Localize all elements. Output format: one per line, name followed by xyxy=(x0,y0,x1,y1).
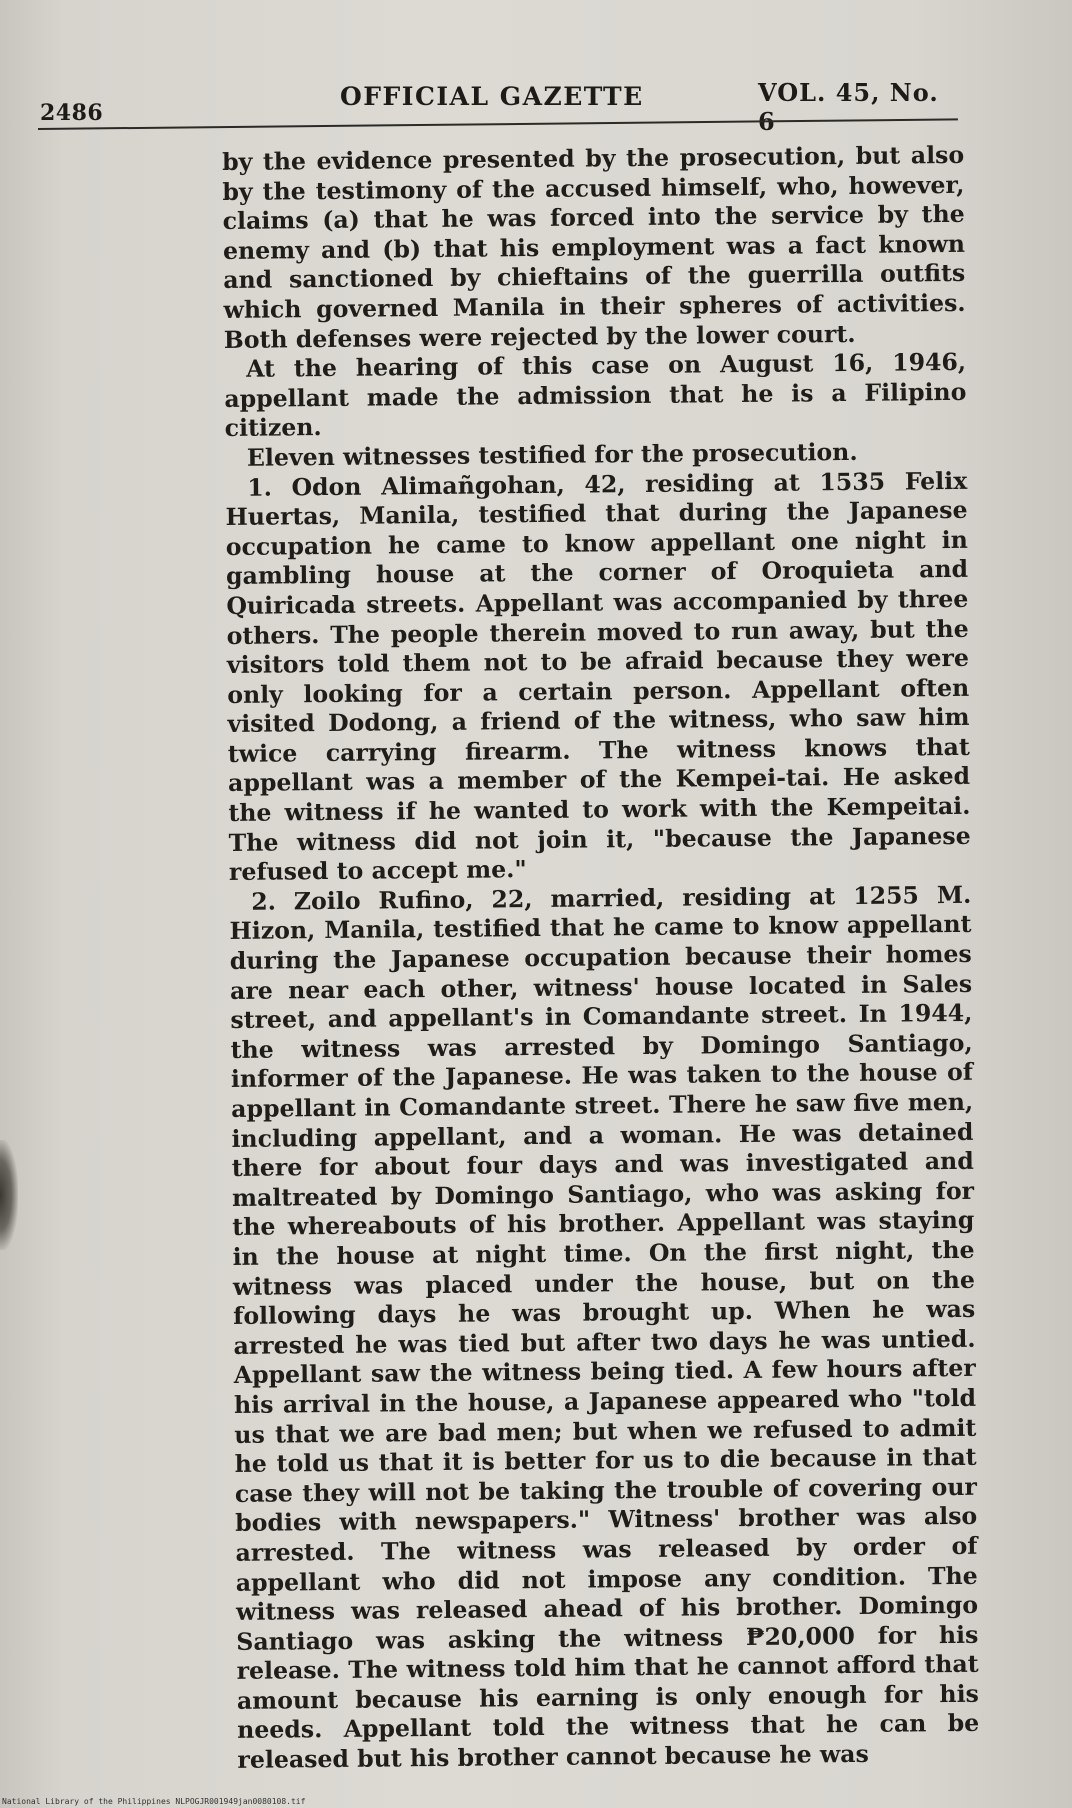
paragraph-witness-2: 2. Zoilo Rufino, 22, married, residing at 1255 M. Hizon, Manila, testified that he came to know appellant during the Japanese occupation because their homes are near each other, witness' house located in Sales street, and appellant's in Comandante street. In 1944, the witness was arrested by Domingo Santiago, informer of the Japanese. He was taken to the house of appellant in Comandante street. There he saw five men, including appellant, and a woman. He was detained there for about four days and was investigated and maltreated by Domingo Santiago, who was asking for the whereabouts of his brother. Appellant was staying in the house at night time. On the first night, the witness was placed under the house, but on the following days he was brought up. When he was arrested he was tied but after two days he was untied. Appellant saw the witness being tied. A few hours after his arrival in the house, a Japanese appeared who "told us that we are bad men; but when we refused to admit he told us that it is better for us to die because in that case they will not be taking the trouble of covering our bodies with newspapers." Witness' brother was also arrested. The witness was released by order of appellant who did not impose any condition. The witness was released ahead of his brother. Domingo Santiago was asking the witness ₱20,000 for his release. The witness told him that he cannot afford that amount because his earning is only enough for his needs. Appellant told the witness that he can be released but his brother cannot because he was xyxy=(229,880,980,1774)
paragraph-witness-1: 1. Odon Alimañgohan, 42, residing at 1535 Felix Huertas, Manila, testified that during the Japanese occupation he came to know appellant one night in gambling house at the corner of Oroquieta and Quiricada streets. Appellant was accompanied by three others. The people therein moved to run away, but the visitors told them not to be afraid because they were only looking for a certain person. Appellant often visited Dodong, a friend of the witness, who saw him twice carrying firearm. The witness knows that appellant was a member of the Kempei-tai. He asked the witness if he wanted to work with the Kempeitai. The witness did not join it, "because the Japanese refused to accept me." xyxy=(225,466,971,887)
page-number: 2486 xyxy=(40,100,104,126)
page-header xyxy=(40,72,960,126)
publication-title: OFFICIAL GAZETTE xyxy=(340,82,644,111)
body-text xyxy=(222,141,980,1776)
paragraph-witness-count: Eleven witnesses testified for the prosecution. xyxy=(246,437,858,472)
page-edge-stain xyxy=(0,1140,18,1250)
paragraph-hearing: At the hearing of this case on August 16, 1946, appellant made the admission that he is a Filipino citizen. xyxy=(224,348,967,443)
volume-issue: VOL. 45, No. xyxy=(758,78,939,107)
scan-footer: National Library of the Philippines NLPOGJR001949jan0080108.tif xyxy=(2,1797,306,1806)
paragraph-continued: by the evidence presented by the prosecution, but also by the testimony of the accused himself, who, however, claims (a) that he was forced into the service by the enemy and (b) that his employment was a fact known and sanctioned by chieftains of the guerrilla outfits which governed Manila in their spheres of activities. Both defenses were rejected by the lower court. xyxy=(222,140,966,354)
